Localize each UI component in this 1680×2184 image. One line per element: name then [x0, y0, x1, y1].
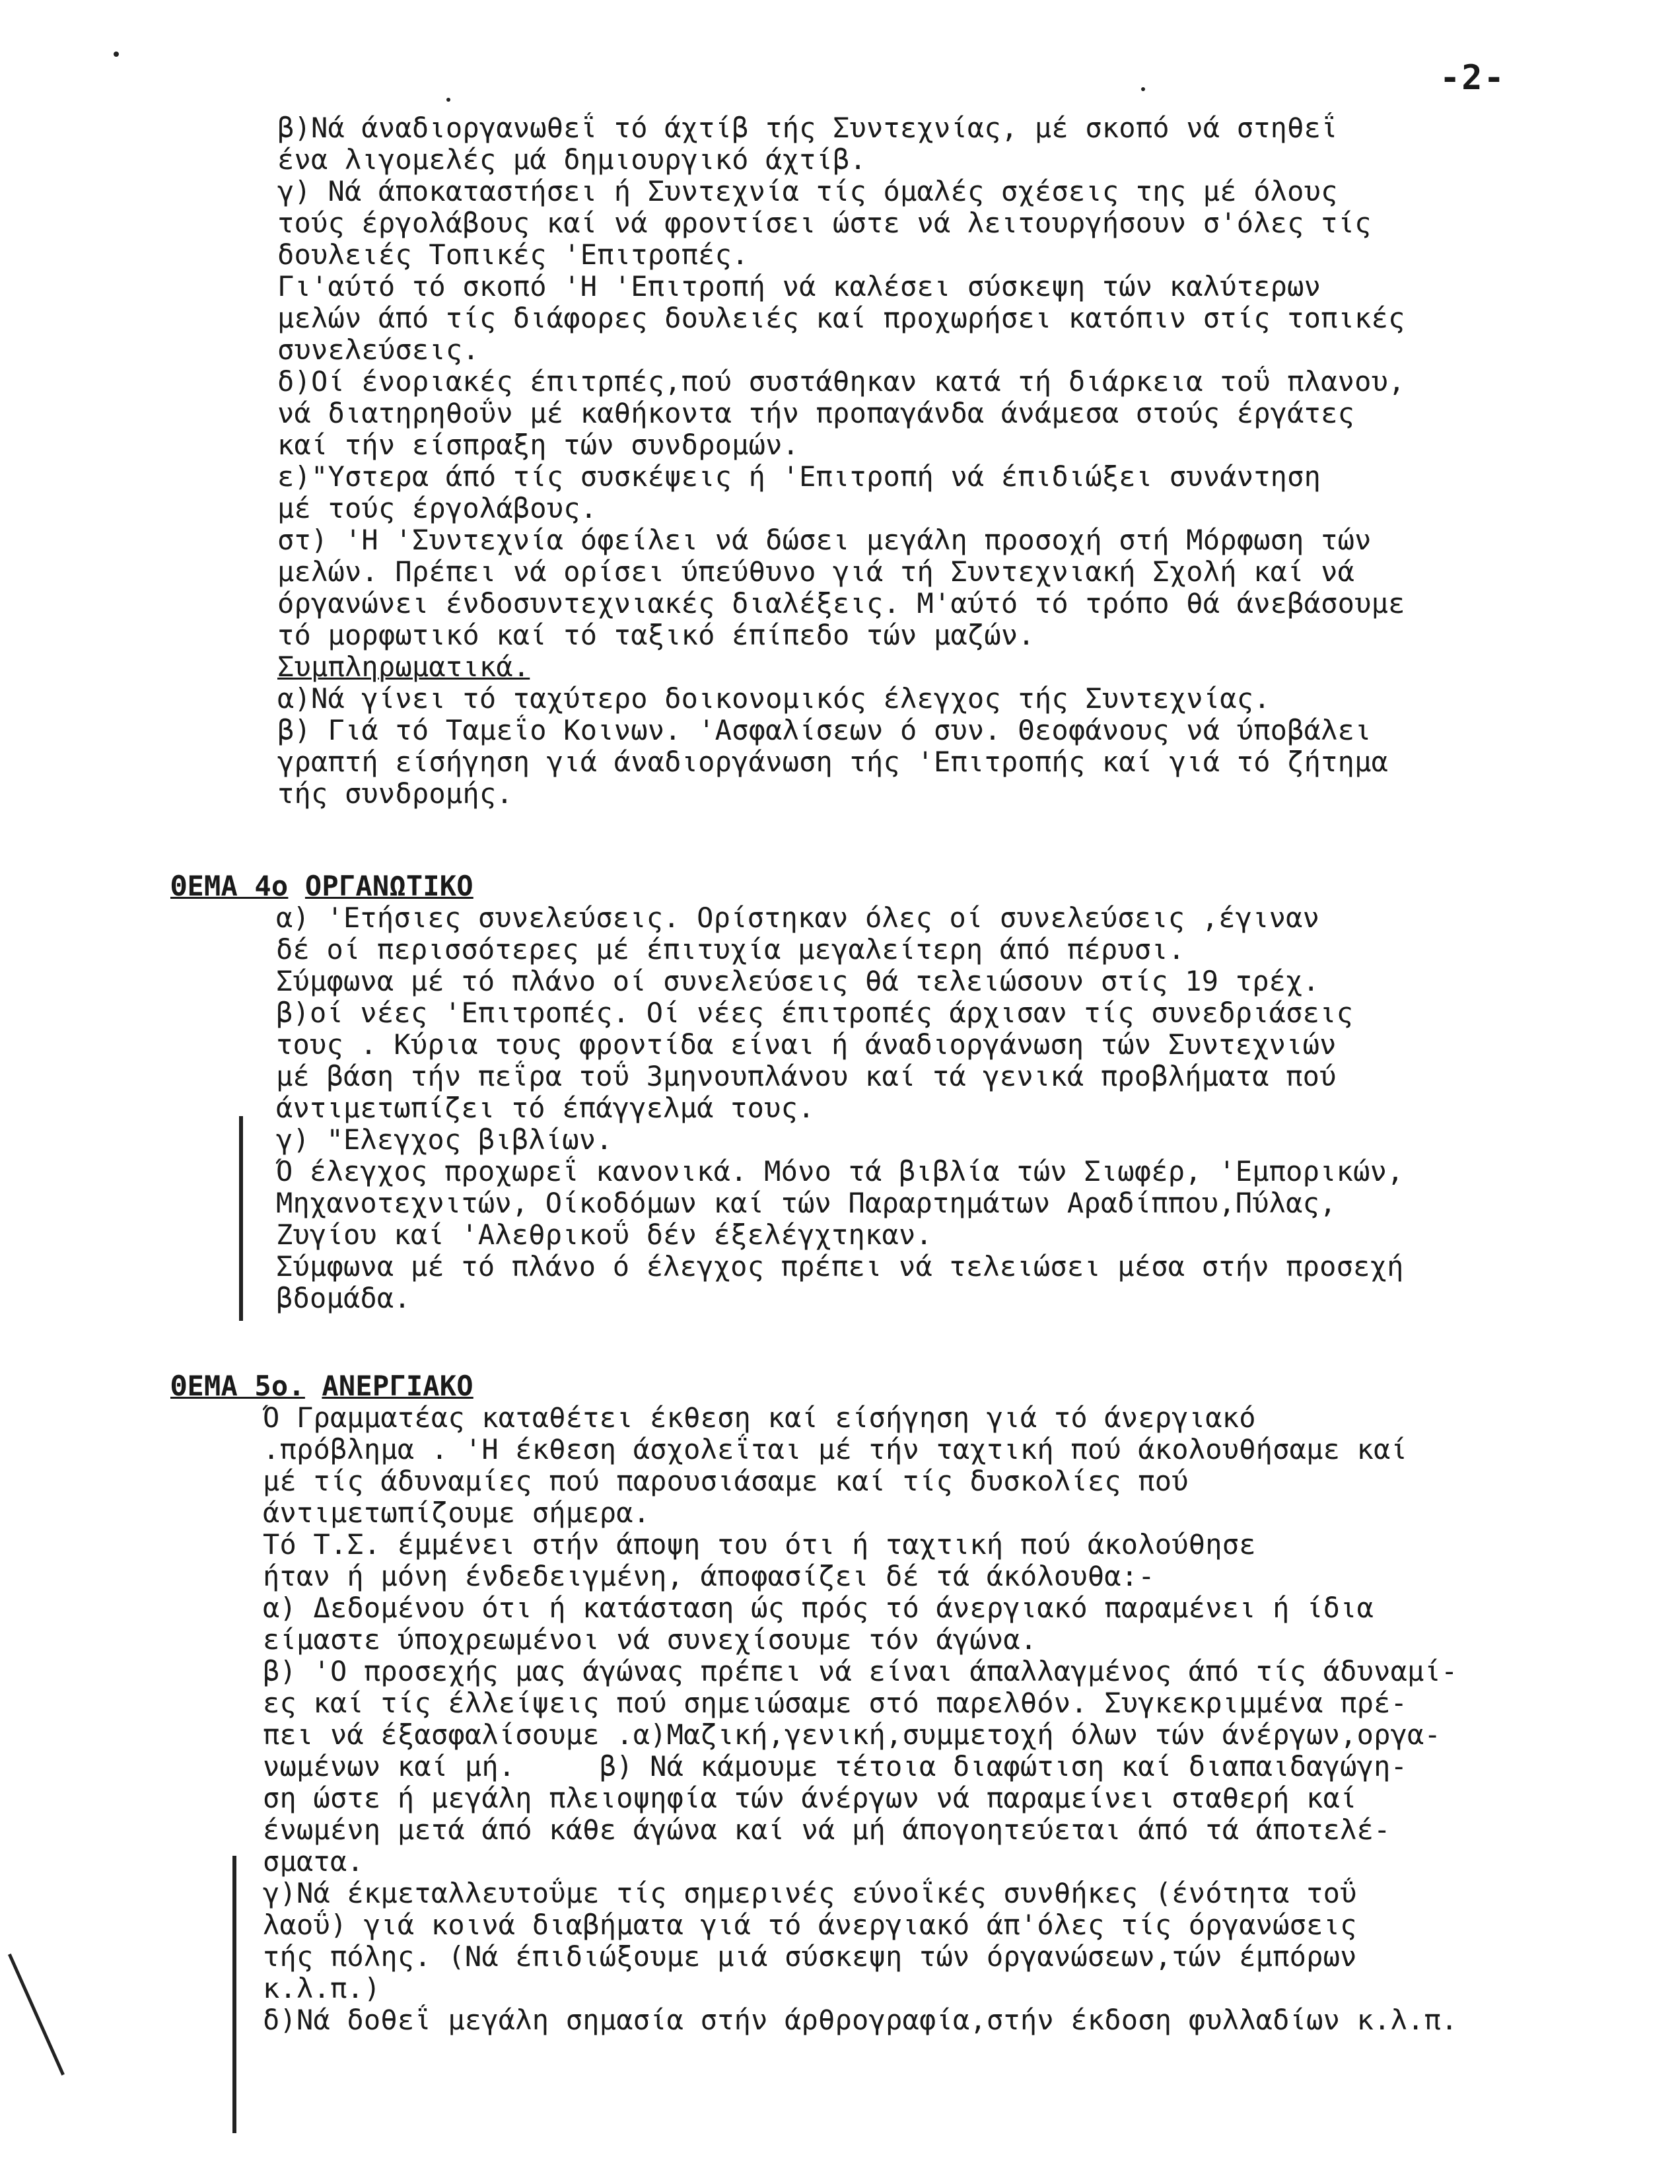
margin-mark	[239, 1116, 243, 1321]
text-line: Σύμφωνα μέ τό πλάνο ό έλεγχος πρέπει νά τελειώσει μέσα στήν προσεχή	[276, 1251, 1404, 1283]
text-line: β)Νά άναδιοργανωθεΐ τό άχτίβ τής Συντεχνίας, μέ σκοπό νά στηθεΐ	[277, 112, 1338, 144]
subheading-supplementary: Συμπληρωματικά.	[277, 651, 530, 683]
section-theme-4	[170, 870, 1557, 1314]
text-line: ένωμένη μετά άπό κάθε άγώνα καί νά μή άπογοητεύεται άπό τά άποτελέ-	[263, 1814, 1391, 1846]
text-line: τής συνδρομής.	[277, 778, 513, 810]
text-line: νά διατηρηθοΰν μέ καθήκοντα τήν προπαγάνδα άνάμεσα στούς έργάτες	[277, 398, 1355, 429]
theme-4-title: ΟΡΓΑΝΩΤΙΚΟ	[304, 870, 473, 902]
text-line: σματα.	[263, 1846, 364, 1878]
theme-4-heading	[170, 870, 1557, 902]
text-line: Ό Γραμματέας καταθέτει έκθεση καί είσήγηση γιά τό άνεργιακό	[263, 1402, 1256, 1434]
text-line: Τό Τ.Σ. έμμένει στήν άποψη του ότι ή ταχτική πού άκολούθησε	[263, 1529, 1256, 1561]
text-line: άντιμετωπίζουμε σήμερα.	[263, 1497, 650, 1529]
text-line: α) 'Ετήσιες συνελεύσεις. Ορίστηκαν όλες οί συνελεύσεις ,έγιναν	[276, 902, 1320, 934]
punch-mark	[114, 52, 119, 57]
text-line: πει νά έξασφαλίσουμε .α)Μαζική,γενική,συμμετοχή όλων τών άνέργων,οργα-	[263, 1719, 1442, 1751]
text-line: Γι'αύτό τό σκοπό 'Η 'Επιτροπή νά καλέσει σύσκεψη τών καλύτερων	[277, 271, 1321, 302]
text-line: γ) "Ελεγχος βιβλίων.	[276, 1124, 613, 1156]
text-line: γραπτή είσήγηση γιά άναδιοργάνωση τής 'Επιτροπής καί γιά τό ζήτημα	[277, 746, 1389, 778]
text-line: μέ βάση τήν πεΐρα τοΰ 3μηνουπλάνου καί τά γενικά προβλήματα πού	[276, 1061, 1337, 1092]
text-line: δ)Νά δοθεΐ μεγάλη σημασία στήν άρθρογραφία,στήν έκδοση φυλλαδίων κ.λ.π.	[263, 2004, 1458, 2036]
text-line: είμαστε ύποχρεωμένοι νά συνεχίσουμε τόν άγώνα.	[263, 1624, 1037, 1656]
pen-stroke	[8, 1954, 65, 2076]
text-line: Μηχανοτεχνιτών, Οίκοδόμων καί τών Παραρτημάτων Αραδίππου,Πύλας,	[276, 1187, 1337, 1219]
text-line: όργανώνει ένδοσυντεχνιακές διαλέξεις. Μ'αύτό τό τρόπο θά άνεβάσουμε	[277, 588, 1405, 619]
text-line: μελών άπό τίς διάφορες δουλειές καί προχωρήσει κατόπιν στίς τοπικές	[277, 302, 1405, 334]
text-line: λαοΰ) γιά κοινά διαβήματα γιά τό άνεργιακό άπ'όλες τίς όργανώσεις	[263, 1909, 1357, 1941]
text-line: τους . Κύρια τους φροντίδα είναι ή άναδιοργάνωση τών Συντεχνιών	[276, 1029, 1337, 1061]
text-line: γ) Νά άποκαταστήσει ή Συντεχνία τίς όμαλές σχέσεις της μέ όλους	[277, 176, 1338, 207]
theme-5-prefix: ΘΕΜΑ 5ο.	[170, 1370, 305, 1402]
text-line: Σύμφωνα μέ τό πλάνο οί συνελεύσεις θά τελειώσουν στίς 19 τρέχ.	[276, 966, 1320, 997]
margin-mark	[232, 1856, 236, 2133]
theme-5-heading	[170, 1370, 1557, 1402]
punch-mark	[446, 98, 450, 102]
text-line: δουλειές Τοπικές 'Επιτροπές.	[277, 239, 749, 271]
text-line: δέ οί περισσότερες μέ έπιτυχία μεγαλείτερη άπό πέρυσι.	[276, 934, 1185, 966]
text-line: συνελεύσεις.	[277, 334, 479, 366]
punch-mark	[1141, 87, 1145, 91]
text-line: μέ τούς έργολάβους.	[277, 493, 598, 524]
text-line: βδομάδα.	[276, 1283, 411, 1314]
theme-5-body	[170, 1402, 1557, 2036]
text-line: α)Νά γίνει τό ταχύτερο δοικονομικός έλεγχος τής Συντεχνίας.	[277, 683, 1271, 715]
text-line: ένα λιγομελές μά δημιουργικό άχτίβ.	[277, 144, 867, 176]
text-line: Ό έλεγχος προχωρεΐ κανονικά. Μόνο τά βιβλία τών Σιωφέρ, 'Εμπορικών,	[276, 1156, 1404, 1187]
text-line: στ) 'Η 'Συντεχνία όφείλει νά δώσει μεγάλη προσοχή στή Μόρφωση τών	[277, 524, 1372, 556]
text-line: άντιμετωπίζει τό έπάγγελμά τους.	[276, 1092, 815, 1124]
text-line: ες καί τίς έλλείψεις πού σημειώσαμε στό παρελθόν. Συγκεκριμμένα πρέ-	[263, 1687, 1408, 1719]
text-line: τούς έργολάβους καί νά φροντίσει ώστε νά λειτουργήσουν σ'όλες τίς	[277, 207, 1372, 239]
section-theme-5	[170, 1370, 1557, 2036]
text-line: ήταν ή μόνη ένδεδειγμένη, άποφασίζει δέ τά άκόλουθα:-	[263, 1561, 1155, 1592]
text-line: καί τήν είσπραξη τών συνδρομών.	[277, 429, 800, 461]
text-line: β)οί νέες 'Επιτροπές. Οί νέες έπιτροπές άρχισαν τίς συνεδριάσεις	[276, 997, 1354, 1029]
text-line: Ζυγίου καί 'Αλεθρικοΰ δέν έξελέγχτηκαν.	[276, 1219, 932, 1251]
page-number: -2-	[1440, 58, 1506, 98]
text-line: ση ώστε ή μεγάλη πλειοψηφία τών άνέργων νά παραμείνει σταθερή καί	[263, 1782, 1357, 1814]
text-line: τό μορφωτικό καί τό ταξικό έπίπεδο τών μαζών.	[277, 619, 1035, 651]
theme-5-title: ΑΝΕΡΓΙΑΚΟ	[322, 1370, 473, 1402]
text-line: α) Δεδομένου ότι ή κατάσταση ώς πρός τό άνεργιακό παραμένει ή ίδια	[263, 1592, 1374, 1624]
text-line: β) 'Ο προσεχής μας άγώνας πρέπει νά είναι άπαλλαγμένος άπό τίς άδυναμί-	[263, 1656, 1458, 1687]
text-line: γ)Νά έκμεταλλευτοΰμε τίς σημερινές εύνοΐκές συνθήκες (ένότητα τοΰ	[263, 1878, 1357, 1909]
text-line: τής πόλης. (Νά έπιδιώξουμε μιά σύσκεψη τών όργανώσεων,τών έμπόρων	[263, 1941, 1357, 1973]
text-line: .πρόβλημα . 'Η έκθεση άσχολεΐται μέ τήν ταχτική πού άκολουθήσαμε καί	[263, 1434, 1408, 1465]
text-line: μελών. Πρέπει νά ορίσει ύπεύθυνο γιά τή Συντεχνιακή Σχολή καί νά	[277, 556, 1355, 588]
text-line: μέ τίς άδυναμίες πού παρουσιάσαμε καί τίς δυσκολίες πού	[263, 1465, 1189, 1497]
theme-4-body	[170, 902, 1557, 1314]
theme-4-prefix: ΘΕΜΑ 4ο	[170, 870, 289, 902]
section-intro	[277, 112, 1664, 810]
text-line: β) Γιά τό Ταμεΐο Κοινων. 'Ασφαλίσεων ό συν. Θεοφάνους νά ύποβάλει	[277, 715, 1372, 746]
text-line: ε)"Υστερα άπό τίς συσκέψεις ή 'Επιτροπή νά έπιδιώξει συνάντηση	[277, 461, 1321, 493]
text-line: νωμένων καί μή. β) Νά κάμουμε τέτοια διαφώτιση καί διαπαιδαγώγη-	[263, 1751, 1408, 1782]
text-line: κ.λ.π.)	[263, 1973, 381, 2004]
text-line: δ)Οί ένοριακές έπιτρπές,πού συστάθηκαν κατά τή διάρκεια τοΰ πλανου,	[277, 366, 1405, 398]
